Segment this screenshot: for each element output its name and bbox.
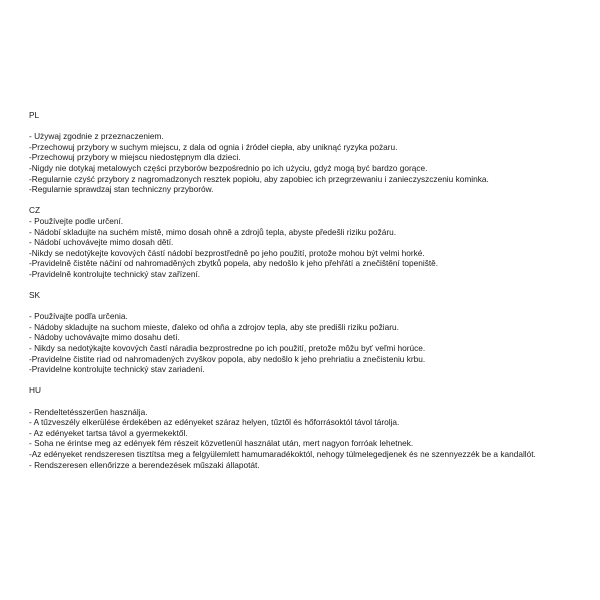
spacer <box>29 375 577 386</box>
spacer <box>29 280 577 291</box>
instruction-line: - Nikdy sa nedotýkajte kovových častí náradia bezprostredne po ich použití, pretože môžu byť veľmi horúce. <box>29 343 426 354</box>
instruction-line: - Nádoby skladujte na suchom mieste, ďaleko od ohňa a zdrojov tepla, aby ste predišli riziku požiaru. <box>29 321 399 332</box>
instruction-line: - Rendeltetésszerűen használja. <box>29 406 148 417</box>
spacer <box>29 195 577 206</box>
instruction-line: -Nikdy se nedotýkejte kovových částí nádobí bezprostředně po jeho použití, protože mohou být velmi horké. <box>29 247 425 258</box>
section-title-hu: HU <box>29 385 41 396</box>
instruction-line: -Pravidelně čistěte náčiní od nahromaděných zbytků popela, aby nedošlo k jeho přehřátí a znečištění topeniště. <box>29 258 439 269</box>
instruction-line: -Pravidelne kontrolujte technický stav zariadení. <box>29 364 205 375</box>
spacer <box>29 396 577 407</box>
section-title-cz: CZ <box>29 205 41 216</box>
instruction-line: - Používejte podle určení. <box>29 215 124 226</box>
section-title-pl: PL <box>29 110 40 120</box>
spacer <box>29 121 577 132</box>
instruction-line: - Rendszeresen ellenőrizze a berendezések műszaki állapotát. <box>29 459 260 470</box>
instruction-line: - Az edényeket tartsa távol a gyermekektől. <box>29 427 188 438</box>
instruction-line: -Az edényeket rendszeresen tisztítsa meg a felgyülemlett hamumaradékoktól, nehogy túlmelegedjenek és ne szennyezzék be a kandallót. <box>29 449 536 459</box>
instruction-line: -Przechowuj przybory w miejscu niedostępnym dla dzieci. <box>29 152 241 163</box>
instruction-line: - Nádobí skladujte na suchém místě, mimo dosah ohně a zdrojů tepla, abyste předešli riziku požáru. <box>29 226 397 237</box>
instruction-line: - A tűzveszély elkerülése érdekében az edényeket száraz helyen, tűztől és hőforrásoktól távol tárolja. <box>29 417 400 428</box>
instruction-line: -Regularnie sprawdzaj stan techniczny przyborów. <box>29 184 214 195</box>
instruction-line: -Pravidelne čistite riad od nahromadených zvyškov popola, aby nedošlo k jeho prehriatiu a znečisteniu krbu. <box>29 353 426 364</box>
instruction-line: - Nádobí uchovávejte mimo dosah dětí. <box>29 237 174 248</box>
instruction-line: -Nigdy nie dotykaj metalowych części przyborów bezpośrednio po ich użyciu, gdyż mogą być bardzo gorące. <box>29 162 428 173</box>
instruction-line: -Regularnie czyść przybory z nagromadzonych resztek popiołu, aby zapobiec ich przegrzewaniu i zanieczyszczeniu kominka. <box>29 173 489 184</box>
instruction-line: - Používajte podľa určenia. <box>29 311 128 322</box>
instruction-line: - Soha ne érintse meg az edények fém részeit közvetlenül használat után, mert nagyon forróak lehetnek. <box>29 438 414 449</box>
instruction-line: -Przechowuj przybory w suchym miejscu, z dala od ognia i źródeł ciepła, aby uniknąć ryzyka pożaru. <box>29 141 398 152</box>
instruction-line: -Pravidelně kontrolujte technický stav zařízení. <box>29 268 201 279</box>
instruction-line: - Używaj zgodnie z przeznaczeniem. <box>29 131 164 142</box>
spacer <box>29 301 577 312</box>
instruction-line: - Nádoby uchovávajte mimo dosahu detí. <box>29 332 180 343</box>
document-page <box>29 110 577 470</box>
section-title-sk: SK <box>29 290 41 301</box>
